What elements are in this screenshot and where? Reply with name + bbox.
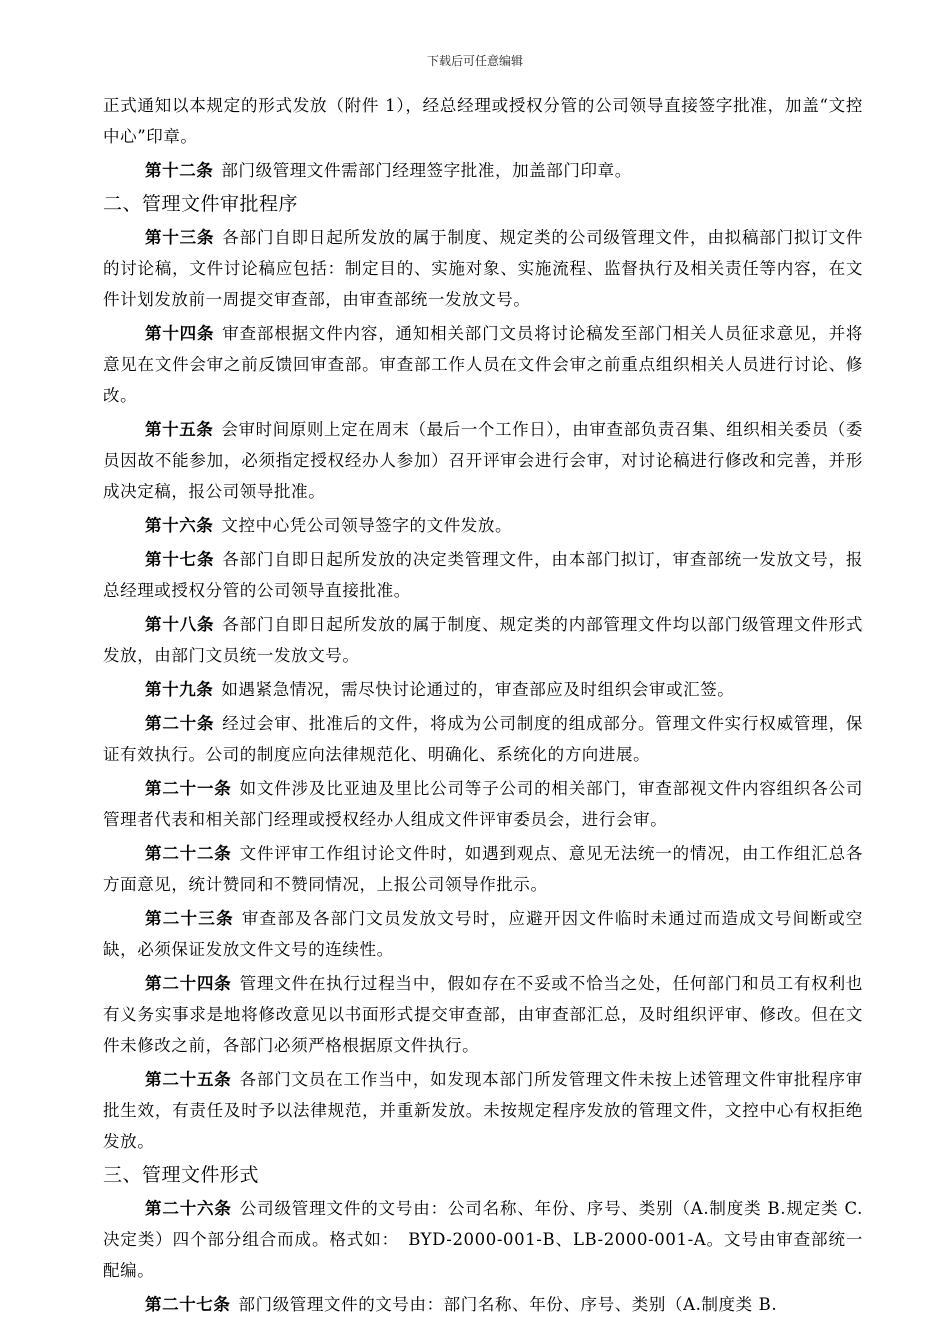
paragraph-text: 文控中心凭公司领导签字的文件发放。 [221, 516, 513, 535]
article-number: 第二十一条 [145, 779, 232, 798]
document-body [103, 90, 863, 1323]
article-paragraph [103, 318, 863, 411]
article-number: 第十四条 [145, 324, 215, 343]
article-paragraph [103, 544, 863, 606]
paragraph-text: 各部门自即日起所发放的属于制度、规定类的内部管理文件均以部门级管理文件形式发放，由部门文员统一发放文号。 [103, 615, 863, 665]
paragraph-text: 如遇紧急情况，需尽快讨论通过的，审查部应及时组织会审或汇签。 [221, 680, 735, 699]
article-number: 第十五条 [145, 420, 214, 439]
paragraph-text: 审查部根据文件内容，通知相关部门文员将讨论稿发至部门相关人员征求意见，并将意见在文件会审之前反馈回审查部。审查部工作人员在文件会审之前重点组织相关人员进行讨论、修改。 [103, 324, 863, 405]
section-heading: 三、管理文件形式 [103, 1164, 260, 1186]
article-number: 第二十四条 [145, 974, 232, 993]
article-paragraph [103, 609, 863, 671]
article-paragraph [103, 674, 863, 705]
paragraph-text: 公司级管理文件的文号由：公司名称、年份、序号、类别（A.制度类 B.规定类 C.决定类）四个部分组合而成。格式如： BYD-2000-001-B、LB-2000-001-A。文号由审查部统一配编。 [103, 1199, 863, 1280]
article-number: 第十八条 [145, 615, 215, 634]
article-paragraph [103, 838, 863, 900]
article-number: 第二十五条 [145, 1070, 232, 1089]
paragraph-text: 经过会审、批准后的文件，将成为公司制度的组成部分。管理文件实行权威管理，保证有效执行。公司的制度应向法律规范化、明确化、系统化的方向进展。 [103, 714, 863, 764]
article-paragraph [103, 1289, 863, 1320]
article-paragraph [103, 708, 863, 770]
article-paragraph [103, 773, 863, 835]
article-paragraph [103, 903, 863, 965]
section-heading: 二、管理文件审批程序 [103, 193, 299, 215]
article-number: 第二十六条 [145, 1199, 232, 1218]
paragraph-text: 管理文件在执行过程当中，假如存在不妥或不恰当之处，任何部门和员工有权利也有义务实事求是地将修改意见以书面形式提交审查部，由审查部汇总，及时组织评审、修改。但在文件未修改之前，各部门必须严格根据原文件执行。 [103, 974, 864, 1055]
page-header: 下载后可任意编辑 [426, 54, 523, 68]
article-number: 第二十二条 [145, 844, 232, 863]
paragraph-text: 如文件涉及比亚迪及里比公司等子公司的相关部门，审查部视文件内容组织各公司管理者代表和相关部门经理或授权经办人组成文件评审委员会，进行会审。 [103, 779, 864, 829]
paragraph-text: 文件评审工作组讨论文件时，如遇到观点、意见无法统一的情况，由工作组汇总各方面意见，统计赞同和不赞同情况，上报公司领导作批示。 [103, 844, 864, 894]
article-paragraph [103, 1064, 863, 1157]
article-paragraph [103, 510, 863, 541]
paragraph-text: 正式通知以本规定的形式发放（附件 1），经总经理或授权分管的公司领导直接签字批准，加盖“文控中心”印章。 [103, 96, 863, 146]
paragraph-text: 会审时间原则上定在周末（最后一个工作日），由审查部负责召集、组织相关委员（委员因故不能参加，必须指定授权经办人参加）召开评审会进行会审，对讨论稿进行修改和完善，并形成决定稿，报公司领导批准。 [103, 420, 863, 501]
paragraph-text: 部门级管理文件的文号由：部门名称、年份、序号、类别（A.制度类 B. [238, 1295, 778, 1314]
paragraph [103, 90, 863, 152]
article-number: 第十七条 [145, 550, 215, 569]
paragraph-text: 各部门文员在工作当中，如发现本部门所发管理文件未按上述管理文件审批程序审批生效，有责任及时予以法律规范，并重新发放。未按规定程序发放的管理文件，文控中心有权拒绝发放。 [103, 1070, 864, 1151]
paragraph-text: 部门级管理文件需部门经理签字批准，加盖部门印章。 [221, 161, 632, 180]
article-paragraph [103, 155, 863, 186]
article-number: 第十九条 [145, 680, 214, 699]
paragraph-text: 审查部及各部门文员发放文号时，应避开因文件临时未通过而造成文号间断或空缺，必须保证发放文件文号的连续性。 [103, 909, 864, 959]
article-number: 第二十七条 [145, 1295, 231, 1314]
article-number: 第二十三条 [145, 909, 234, 928]
article-number: 第十六条 [145, 516, 214, 535]
article-paragraph [103, 1193, 863, 1286]
article-number: 第二十条 [145, 714, 215, 733]
article-paragraph [103, 414, 863, 507]
article-number: 第十二条 [145, 161, 214, 180]
paragraph-text: 各部门自即日起所发放的属于制度、规定类的公司级管理文件，由拟稿部门拟订文件的讨论稿，文件讨论稿应包括：制定目的、实施对象、实施流程、监督执行及相关责任等内容，在文件计划发放前一周提交审查部，由审查部统一发放文号。 [103, 228, 863, 309]
paragraph-text: 各部门自即日起所发放的决定类管理文件，由本部门拟订，审查部统一发放文号，报总经理或授权分管的公司领导直接批准。 [103, 550, 863, 600]
article-number: 第十三条 [145, 228, 215, 247]
article-paragraph [103, 222, 863, 315]
article-paragraph [103, 968, 863, 1061]
